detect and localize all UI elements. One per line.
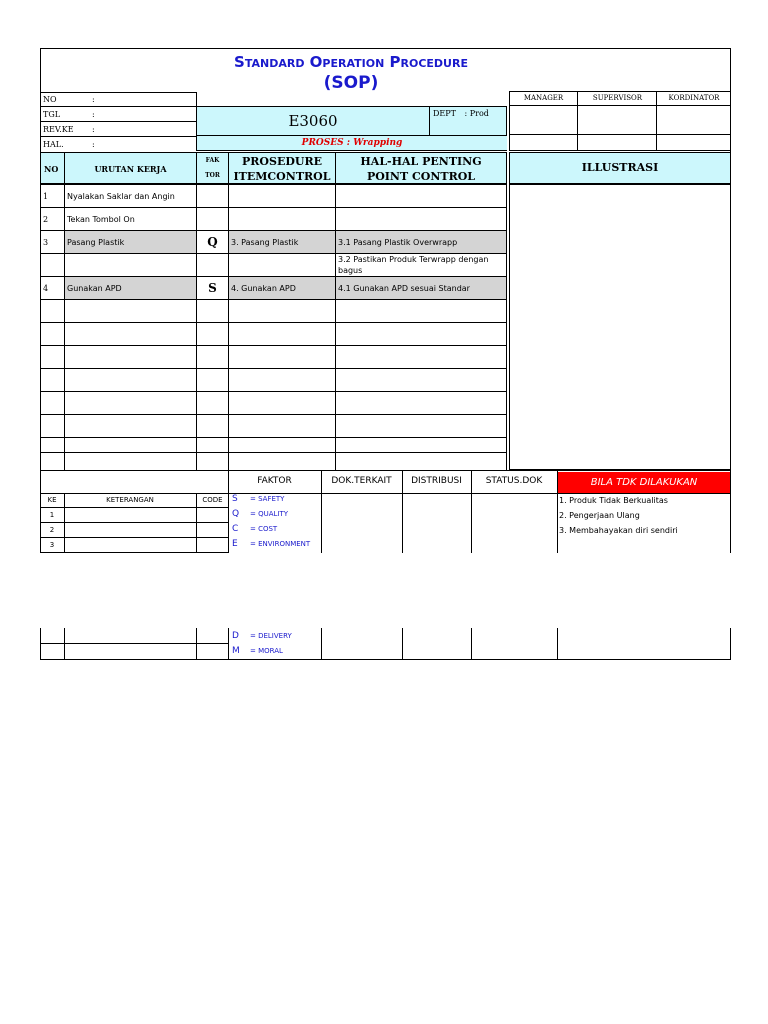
col-prosedure: PROSEDURE ITEMCONTROL xyxy=(228,152,336,184)
cell-urutan xyxy=(64,299,197,323)
cell-point: 3.1 Pasang Plastik Overwrapp xyxy=(335,230,507,254)
cell-point xyxy=(335,345,507,369)
approval-div1 xyxy=(577,106,578,151)
dept-label: DEPT xyxy=(433,109,456,118)
code-desc: = COST xyxy=(250,525,278,533)
cell-prosedure xyxy=(228,207,336,231)
cell-urutan xyxy=(64,368,197,392)
cell-no xyxy=(40,391,65,415)
cell-faktor xyxy=(196,322,229,346)
cell-point xyxy=(335,207,507,231)
cell-no: 3 xyxy=(40,230,65,254)
col-no: NO xyxy=(40,152,65,184)
code-desc: = DELIVERY xyxy=(250,632,292,640)
code-c xyxy=(232,522,322,537)
cell-prosedure xyxy=(228,345,336,369)
cell-urutan xyxy=(64,345,197,369)
cell-point xyxy=(335,391,507,415)
cell-prosedure xyxy=(228,184,336,208)
keterangan-cell xyxy=(64,523,197,538)
sop-title xyxy=(196,52,506,94)
cell-faktor xyxy=(196,414,229,438)
doc-code: E3060 xyxy=(197,106,429,136)
approval-kordinator: KORDINATOR xyxy=(656,91,731,106)
code-desc: = SAFETY xyxy=(250,495,285,503)
cell-urutan xyxy=(64,452,197,471)
ke-number: 3 xyxy=(40,538,65,553)
code-legend-2 xyxy=(232,629,322,659)
code-q xyxy=(232,507,322,522)
code-s xyxy=(232,492,322,507)
process-label: PROSES : Wrapping xyxy=(197,136,507,151)
cell-no xyxy=(40,452,65,471)
consequence-1: 1. Produk Tidak Berkualitas xyxy=(559,496,668,505)
code-cell xyxy=(196,538,229,553)
ke-number: 2 xyxy=(40,523,65,538)
cell-no xyxy=(40,414,65,438)
cell-point xyxy=(335,322,507,346)
col-illustrasi: ILLUSTRASI xyxy=(509,152,731,184)
strip-bottom xyxy=(40,659,731,660)
code-m xyxy=(232,644,322,659)
cell-no xyxy=(40,299,65,323)
continuation-strip xyxy=(40,628,731,660)
keterangan-header: KETERANGAN xyxy=(64,493,197,508)
cell-faktor xyxy=(196,368,229,392)
code-letter: E xyxy=(232,539,238,549)
strip-v7 xyxy=(557,628,558,660)
cell-prosedure: 4. Gunakan APD xyxy=(228,276,336,300)
keterangan-cell xyxy=(64,508,197,523)
col-faktor-line2: TOR xyxy=(205,172,220,179)
strip-v2 xyxy=(196,628,197,660)
ke-header: KE xyxy=(40,493,65,508)
cell-point: 4.1 Gunakan APD sesuai Standar xyxy=(335,276,507,300)
cell-point: 3.2 Pastikan Produk Terwrapp dengan bagus xyxy=(335,253,507,277)
code-header: CODE xyxy=(196,493,229,508)
title-line2: (SOP) xyxy=(323,73,379,93)
cell-faktor xyxy=(196,299,229,323)
cell-prosedure xyxy=(228,391,336,415)
cell-faktor xyxy=(196,391,229,415)
cell-urutan xyxy=(64,437,197,453)
col-point: HAL-HAL PENTING POINT CONTROL xyxy=(335,152,507,184)
code-e xyxy=(232,537,322,552)
approval-manager: MANAGER xyxy=(509,91,578,106)
col-faktor xyxy=(196,152,229,184)
meta-hal: HAL. : xyxy=(43,140,95,149)
cell-faktor: S xyxy=(196,276,229,300)
cell-urutan xyxy=(64,414,197,438)
cell-no: 1 xyxy=(40,184,65,208)
code-letter: M xyxy=(232,646,240,656)
code-letter: D xyxy=(232,631,239,641)
consequence-3: 3. Membahayakan diri sendiri xyxy=(559,526,678,535)
strip-v8 xyxy=(730,628,731,660)
cell-point xyxy=(335,299,507,323)
cell-prosedure xyxy=(228,322,336,346)
consequence-list xyxy=(559,493,731,538)
code-cell xyxy=(196,523,229,538)
dept-box xyxy=(429,106,507,136)
cell-faktor xyxy=(196,437,229,453)
strip-v3 xyxy=(228,628,229,660)
footer-faktor: FAKTOR xyxy=(257,476,292,486)
cell-faktor xyxy=(196,253,229,277)
col-urutan: URUTAN KERJA xyxy=(64,152,197,184)
cell-urutan: Nyalakan Saklar dan Angin xyxy=(64,184,197,208)
code-letter: C xyxy=(232,524,239,534)
code-desc: = QUALITY xyxy=(250,510,289,518)
cell-no xyxy=(40,322,65,346)
strip-v0 xyxy=(40,628,41,660)
cell-prosedure xyxy=(228,452,336,471)
cell-point xyxy=(335,184,507,208)
footer-status: STATUS.DOK xyxy=(485,476,543,486)
cell-no: 4 xyxy=(40,276,65,300)
code-desc: = MORAL xyxy=(250,647,283,655)
meta-tgl: TGL : xyxy=(40,107,197,122)
footer-distribusi: DISTRIBUSI xyxy=(411,476,462,486)
footer-dok: DOK.TERKAIT xyxy=(331,476,392,486)
strip-v5 xyxy=(402,628,403,660)
cell-urutan: Gunakan APD xyxy=(64,276,197,300)
code-legend xyxy=(232,492,322,552)
code-cell xyxy=(196,508,229,523)
cell-faktor xyxy=(196,184,229,208)
cell-no: 2 xyxy=(40,207,65,231)
strip-mid xyxy=(40,643,228,644)
code-desc: = ENVIRONMENT xyxy=(250,540,311,548)
cell-faktor xyxy=(196,452,229,471)
cell-prosedure: 3. Pasang Plastik xyxy=(228,230,336,254)
title-line1: Standard Operation Procedure xyxy=(234,53,468,71)
footer-bila: BILA TDK DILAKUKAN xyxy=(558,472,730,493)
meta-no: NO : xyxy=(40,92,197,107)
cell-prosedure xyxy=(228,437,336,453)
cell-prosedure xyxy=(228,414,336,438)
cell-prosedure xyxy=(228,299,336,323)
cell-prosedure xyxy=(228,253,336,277)
cell-point xyxy=(335,437,507,453)
ke-number: 1 xyxy=(40,508,65,523)
illustration-area xyxy=(509,184,731,470)
meta-rev: REV.KE : xyxy=(40,122,197,137)
cell-point xyxy=(335,452,507,471)
cell-point xyxy=(335,368,507,392)
cell-no xyxy=(40,345,65,369)
cell-no xyxy=(40,368,65,392)
cell-no xyxy=(40,437,65,453)
cell-urutan xyxy=(64,322,197,346)
cell-urutan: Pasang Plastik xyxy=(64,230,197,254)
strip-v1 xyxy=(64,628,65,660)
strip-v6 xyxy=(471,628,472,660)
cell-faktor: Q xyxy=(196,230,229,254)
col-faktor-line1: FAK xyxy=(205,157,220,164)
cell-faktor xyxy=(196,207,229,231)
code-letter: S xyxy=(232,494,238,504)
cell-no xyxy=(40,253,65,277)
cell-urutan xyxy=(64,253,197,277)
cell-point xyxy=(335,414,507,438)
code-letter: Q xyxy=(232,509,240,519)
approval-div3 xyxy=(509,134,731,135)
approval-div2 xyxy=(656,106,657,151)
cell-faktor xyxy=(196,345,229,369)
cell-urutan: Tekan Tombol On xyxy=(64,207,197,231)
cell-prosedure xyxy=(228,368,336,392)
approval-supervisor: SUPERVISOR xyxy=(577,91,657,106)
dept-value: : Prod xyxy=(464,109,489,118)
keterangan-cell xyxy=(64,538,197,553)
footer-line xyxy=(40,470,731,471)
code-d xyxy=(232,629,322,644)
consequence-2: 2. Pengerjaan Ulang xyxy=(559,511,640,520)
cell-urutan xyxy=(64,391,197,415)
